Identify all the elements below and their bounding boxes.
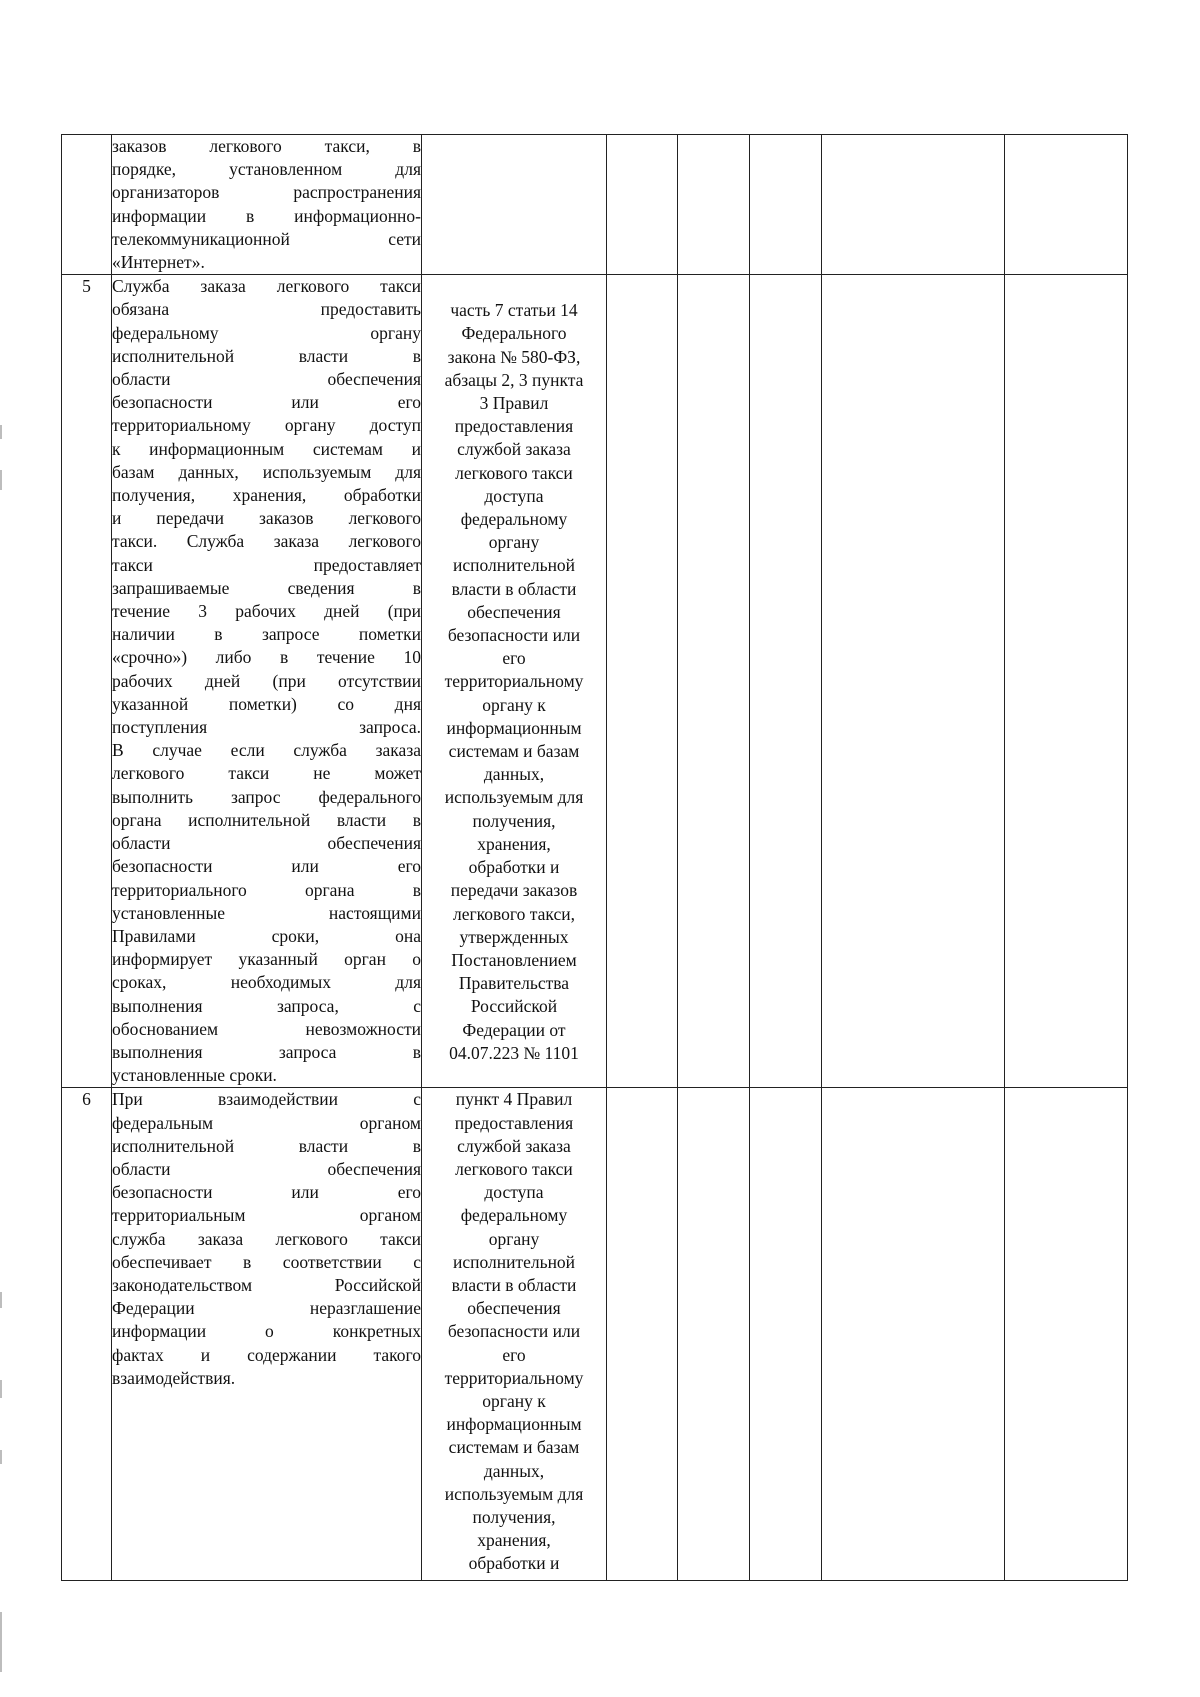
text-line: Российской xyxy=(470,996,558,1017)
text-line: указанной пометки) со дня xyxy=(112,693,421,714)
text-line: безопасности или его xyxy=(112,856,421,877)
empty-cell xyxy=(750,135,822,275)
text-line: системам и базам xyxy=(448,741,580,762)
text-line: телекоммуникационной сети xyxy=(112,228,421,249)
text-line: органу xyxy=(488,1228,540,1249)
text-line: власти в области xyxy=(451,578,577,599)
text-line: власти в области xyxy=(451,1274,577,1295)
table-row xyxy=(62,1088,1128,1581)
text-line: фактах и содержании такого xyxy=(112,1344,421,1365)
text-line: базам данных, используемым для xyxy=(112,461,421,482)
text-line: территориальному xyxy=(444,1367,584,1388)
text-line: такси. Служба заказа легкового xyxy=(112,531,421,552)
scan-artifact xyxy=(0,1380,2,1398)
text-line: органа исполнительной власти в xyxy=(112,809,421,830)
requirement-cell xyxy=(112,275,422,1088)
empty-cell xyxy=(750,1088,822,1581)
text-line: Федерации неразглашение xyxy=(112,1298,421,1319)
scan-artifact xyxy=(0,425,2,439)
text-line: передачи заказов xyxy=(450,880,578,901)
text-line: «срочно») либо в течение 10 xyxy=(112,647,421,668)
text-line: закона № 580-ФЗ, xyxy=(447,346,581,367)
text-line: области обеспечения xyxy=(112,369,421,390)
text-line: территориальным органом xyxy=(112,1205,421,1226)
text-line: территориального органа в xyxy=(112,879,421,900)
text-line: исполнительной власти в xyxy=(112,1135,421,1156)
text-line: получения, xyxy=(472,1506,556,1527)
text-line: обеспечения xyxy=(467,601,561,622)
empty-cell xyxy=(607,135,678,275)
text-line: легкового такси не может xyxy=(112,763,421,784)
row-number-cell xyxy=(62,135,112,275)
empty-cell xyxy=(607,275,678,1088)
text-line: информационным xyxy=(446,717,582,738)
text-line: выполнения запроса в xyxy=(112,1041,421,1062)
text-line: рабочих дней (при отсутствии xyxy=(112,670,421,691)
text-line: исполнительной xyxy=(452,555,576,576)
text-line: используемым для xyxy=(444,1483,584,1504)
text-line: территориальному xyxy=(444,671,584,692)
text-line: безопасности или его xyxy=(112,392,421,413)
text-line: обязана предоставить xyxy=(112,299,421,320)
text-line: наличии в запросе пометки xyxy=(112,624,421,645)
source-cell xyxy=(422,135,607,275)
text-line: Служба заказа легкового такси xyxy=(112,276,421,297)
empty-cell xyxy=(678,1088,750,1581)
scan-artifact xyxy=(0,1292,2,1308)
empty-cell xyxy=(750,275,822,1088)
text-line: обоснованием невозможности xyxy=(112,1018,421,1039)
text-line: 3 Правил xyxy=(479,393,549,414)
text-line: порядке, установленном для xyxy=(112,159,421,180)
text-line: легкового такси xyxy=(455,462,573,483)
scan-artifact xyxy=(0,1612,2,1672)
text-line: к информационным системам и xyxy=(112,438,421,459)
text-line: хранения, xyxy=(477,833,551,854)
text-line: пункт 4 Правил xyxy=(455,1089,573,1110)
source-cell xyxy=(422,1088,607,1581)
text-line: предоставления xyxy=(454,1112,574,1133)
text-line: легкового такси, xyxy=(452,903,575,924)
text-line: предоставления xyxy=(454,416,574,437)
text-line: «Интернет». xyxy=(112,252,205,273)
empty-cell xyxy=(822,135,1005,275)
text-line: абзацы 2, 3 пункта xyxy=(444,369,584,390)
text-line: используемым для xyxy=(444,787,584,808)
requirement-cell xyxy=(112,135,422,275)
text-line: При взаимодействии с xyxy=(112,1089,421,1110)
text-line: законодательством Российской xyxy=(112,1274,421,1295)
text-line: органу к xyxy=(482,694,546,715)
table-row xyxy=(62,275,1128,1088)
text-line: его xyxy=(502,648,526,669)
requirements-table xyxy=(61,134,1128,1581)
scan-artifact xyxy=(0,470,2,490)
text-line: Правительства xyxy=(458,973,570,994)
text-line: такси предоставляет xyxy=(112,554,421,575)
text-line: хранения, xyxy=(477,1530,551,1551)
text-line: доступа xyxy=(484,485,544,506)
text-line: легкового такси xyxy=(455,1158,573,1179)
empty-cell xyxy=(822,275,1005,1088)
empty-cell xyxy=(1005,135,1128,275)
text-line: обеспечения xyxy=(467,1298,561,1319)
text-line: органу xyxy=(488,532,540,553)
text-line: безопасности или xyxy=(447,1321,581,1342)
text-line: заказов легкового такси, в xyxy=(112,136,421,156)
text-line: территориальному органу доступ xyxy=(112,415,421,436)
text-line: информации о конкретных xyxy=(112,1321,421,1342)
text-line: установленные сроки. xyxy=(112,1065,277,1086)
text-line: В случае если служба заказа xyxy=(112,740,421,761)
text-line: сроках, необходимых для xyxy=(112,972,421,993)
text-line: его xyxy=(502,1344,526,1365)
text-line: исполнительной власти в xyxy=(112,345,421,366)
text-line: поступления запроса. xyxy=(112,717,421,738)
text-line: утвержденных xyxy=(459,926,569,947)
text-line: течение 3 рабочих дней (при xyxy=(112,601,421,622)
text-line: доступа xyxy=(484,1182,544,1203)
text-line: информирует указанный орган о xyxy=(112,949,421,970)
text-line: и передачи заказов легкового xyxy=(112,508,421,529)
text-line: запрашиваемые сведения в xyxy=(112,577,421,598)
text-line: служба заказа легкового такси xyxy=(112,1228,421,1249)
text-line: органу к xyxy=(482,1390,546,1411)
text-line: Правилами сроки, она xyxy=(112,925,421,946)
row-number-cell: 5 xyxy=(62,275,112,1088)
text-line: выполнить запрос федерального xyxy=(112,786,421,807)
text-line: федеральному xyxy=(460,1205,568,1226)
text-line: области обеспечения xyxy=(112,833,421,854)
text-line: выполнения запроса, с xyxy=(112,995,421,1016)
text-line: обеспечивает в соответствии с xyxy=(112,1251,421,1272)
text-line: Федерального xyxy=(461,323,567,344)
requirement-cell xyxy=(112,1088,422,1581)
text-line: безопасности или его xyxy=(112,1182,421,1203)
text-line: службой заказа xyxy=(457,439,571,460)
empty-cell xyxy=(678,135,750,275)
text-line: исполнительной xyxy=(452,1251,576,1272)
text-line: системам и базам xyxy=(448,1437,580,1458)
table-row xyxy=(62,135,1128,275)
text-line: федеральному xyxy=(460,509,568,530)
empty-cell xyxy=(607,1088,678,1581)
text-line: обработки и xyxy=(468,1553,560,1574)
empty-cell xyxy=(822,1088,1005,1581)
text-line: Постановлением xyxy=(451,949,577,970)
text-line: федеральным органом xyxy=(112,1112,421,1133)
text-line: 04.07.223 № 1101 xyxy=(449,1042,579,1063)
row-number-cell: 6 xyxy=(62,1088,112,1581)
text-line: получения, xyxy=(472,810,556,831)
text-line: Федерации от xyxy=(462,1019,566,1040)
text-line: получения, хранения, обработки xyxy=(112,485,421,506)
text-line: федеральному органу xyxy=(112,322,421,343)
empty-cell xyxy=(1005,1088,1128,1581)
text-line: службой заказа xyxy=(457,1135,571,1156)
text-line: организаторов распространения xyxy=(112,182,421,203)
scan-artifact xyxy=(0,1450,2,1464)
text-line: информационным xyxy=(446,1414,582,1435)
text-line: обработки и xyxy=(468,857,560,878)
text-line: взаимодействия. xyxy=(112,1367,236,1388)
text-line: безопасности или xyxy=(447,625,581,646)
text-line: информации в информационно- xyxy=(112,205,421,226)
text-line: установленные настоящими xyxy=(112,902,421,923)
empty-cell xyxy=(678,275,750,1088)
empty-cell xyxy=(1005,275,1128,1088)
source-cell xyxy=(422,275,607,1088)
text-line: данных, xyxy=(483,764,545,785)
text-line: области обеспечения xyxy=(112,1158,421,1179)
text-line: данных, xyxy=(483,1460,545,1481)
text-line: часть 7 статьи 14 xyxy=(450,300,578,321)
